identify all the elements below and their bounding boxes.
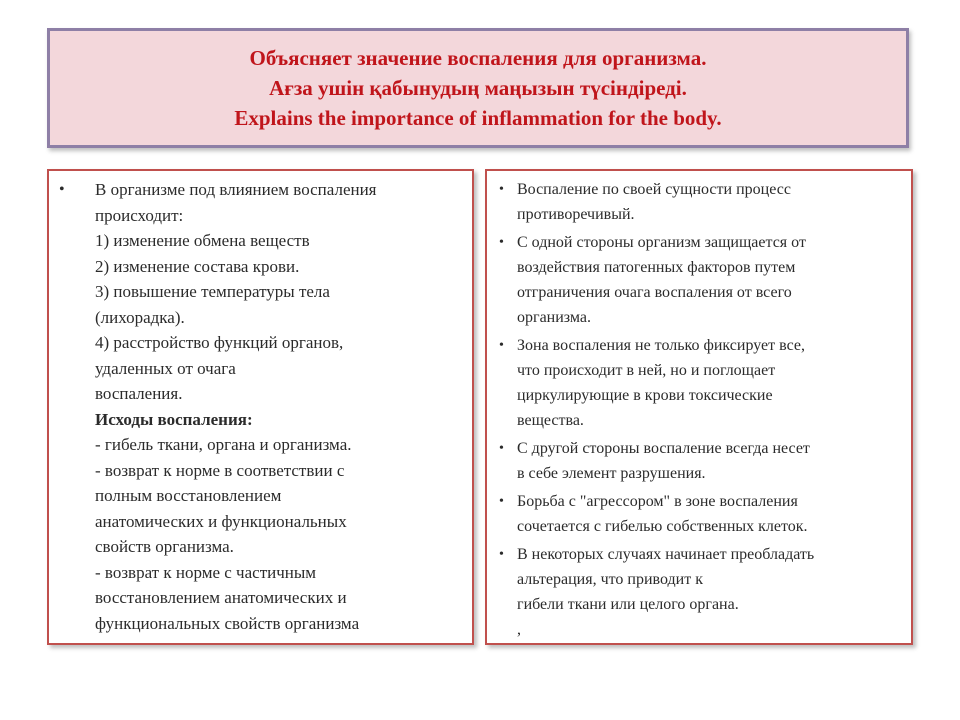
text-line: , [517,621,521,638]
text-line: Зона воспаления не только фиксирует все, [517,337,805,354]
text-line: гибели ткани или целого органа. [517,596,739,613]
left-panel-text [95,177,464,636]
text-line: (лихорадка). [95,307,185,327]
text-line: 4) расстройство функций органов, [95,333,344,352]
text-line: циркулирующие в крови токсические [517,387,773,404]
bullet-icon: • [499,547,504,562]
outcome-line: свойств организма. [95,537,234,556]
title-line-kazakh: Ағза ушін қабынудың маңызын түсіндіреді. [269,76,687,100]
title-line-english: Explains the importance of inflammation for the body. [234,106,722,130]
text-line: Воспаление по своей сущности процесс [517,181,791,198]
right-panel [485,169,913,645]
text-line: Борьба с "агрессором" в зоне воспаления [517,493,798,510]
text-line: альтерация, что приводит к [517,571,703,588]
text-line: сочетается с гибелью собственных клеток. [517,518,808,535]
bullet-icon: • [499,235,504,250]
title-box [47,28,909,148]
text-line: происходит: [95,205,184,225]
bullet-icon: • [499,182,504,197]
text-line: 1) изменение обмена веществ [95,231,310,250]
text-line: С одной стороны организм защищается от [517,234,806,251]
outcome-line: функциональных свойств организма [95,613,360,633]
text-line: 3) повышение температуры тела [95,282,330,301]
list-item [499,542,905,642]
outcome-line: анатомических и функциональных [95,511,347,531]
text-line: что происходит в ней, но и поглощает [517,362,776,379]
outcome-line: восстановлением анатомических и [95,588,347,607]
text-line: организма. [517,309,591,326]
outcome-line: полным восстановлением [95,486,282,505]
title-line-russian: Объясняет значение воспаления для организма. [249,46,707,70]
bullet-icon: • [499,494,504,509]
text-line: воспаления. [95,384,183,403]
right-bullet-list [499,177,905,645]
text-line: отграничения очага воспаления от всего [517,284,792,301]
text-line: удаленных от очага [95,358,236,378]
list-item [499,489,905,539]
text-line: В некоторых случаях начинает преобладать [517,546,815,563]
text-line: вещества. [517,412,584,429]
text-line: С другой стороны воспаление всегда несет [517,440,810,457]
bullet-icon: • [499,441,504,456]
outcomes-heading: Исходы воспаления: [95,409,253,429]
list-item [499,177,905,227]
text-line: в себе элемент разрушения. [517,465,706,482]
text-line: воздействия патогенных факторов путем [517,259,796,276]
text-line: противоречивый. [517,206,635,223]
outcome-line: - возврат к норме в соответствии с [95,460,345,480]
list-item [499,436,905,486]
bullet-icon: • [499,338,504,353]
outcome-line: - возврат к норме с частичным [95,562,317,582]
text-line: 2) изменение состава крови. [95,256,300,276]
left-panel [47,169,474,645]
text-line: В организме под влиянием воспаления [95,180,377,199]
list-item [499,230,905,330]
bullet-icon: • [59,181,65,198]
list-item [499,333,905,433]
outcome-line: - гибель ткани, органа и организма. [95,435,352,454]
